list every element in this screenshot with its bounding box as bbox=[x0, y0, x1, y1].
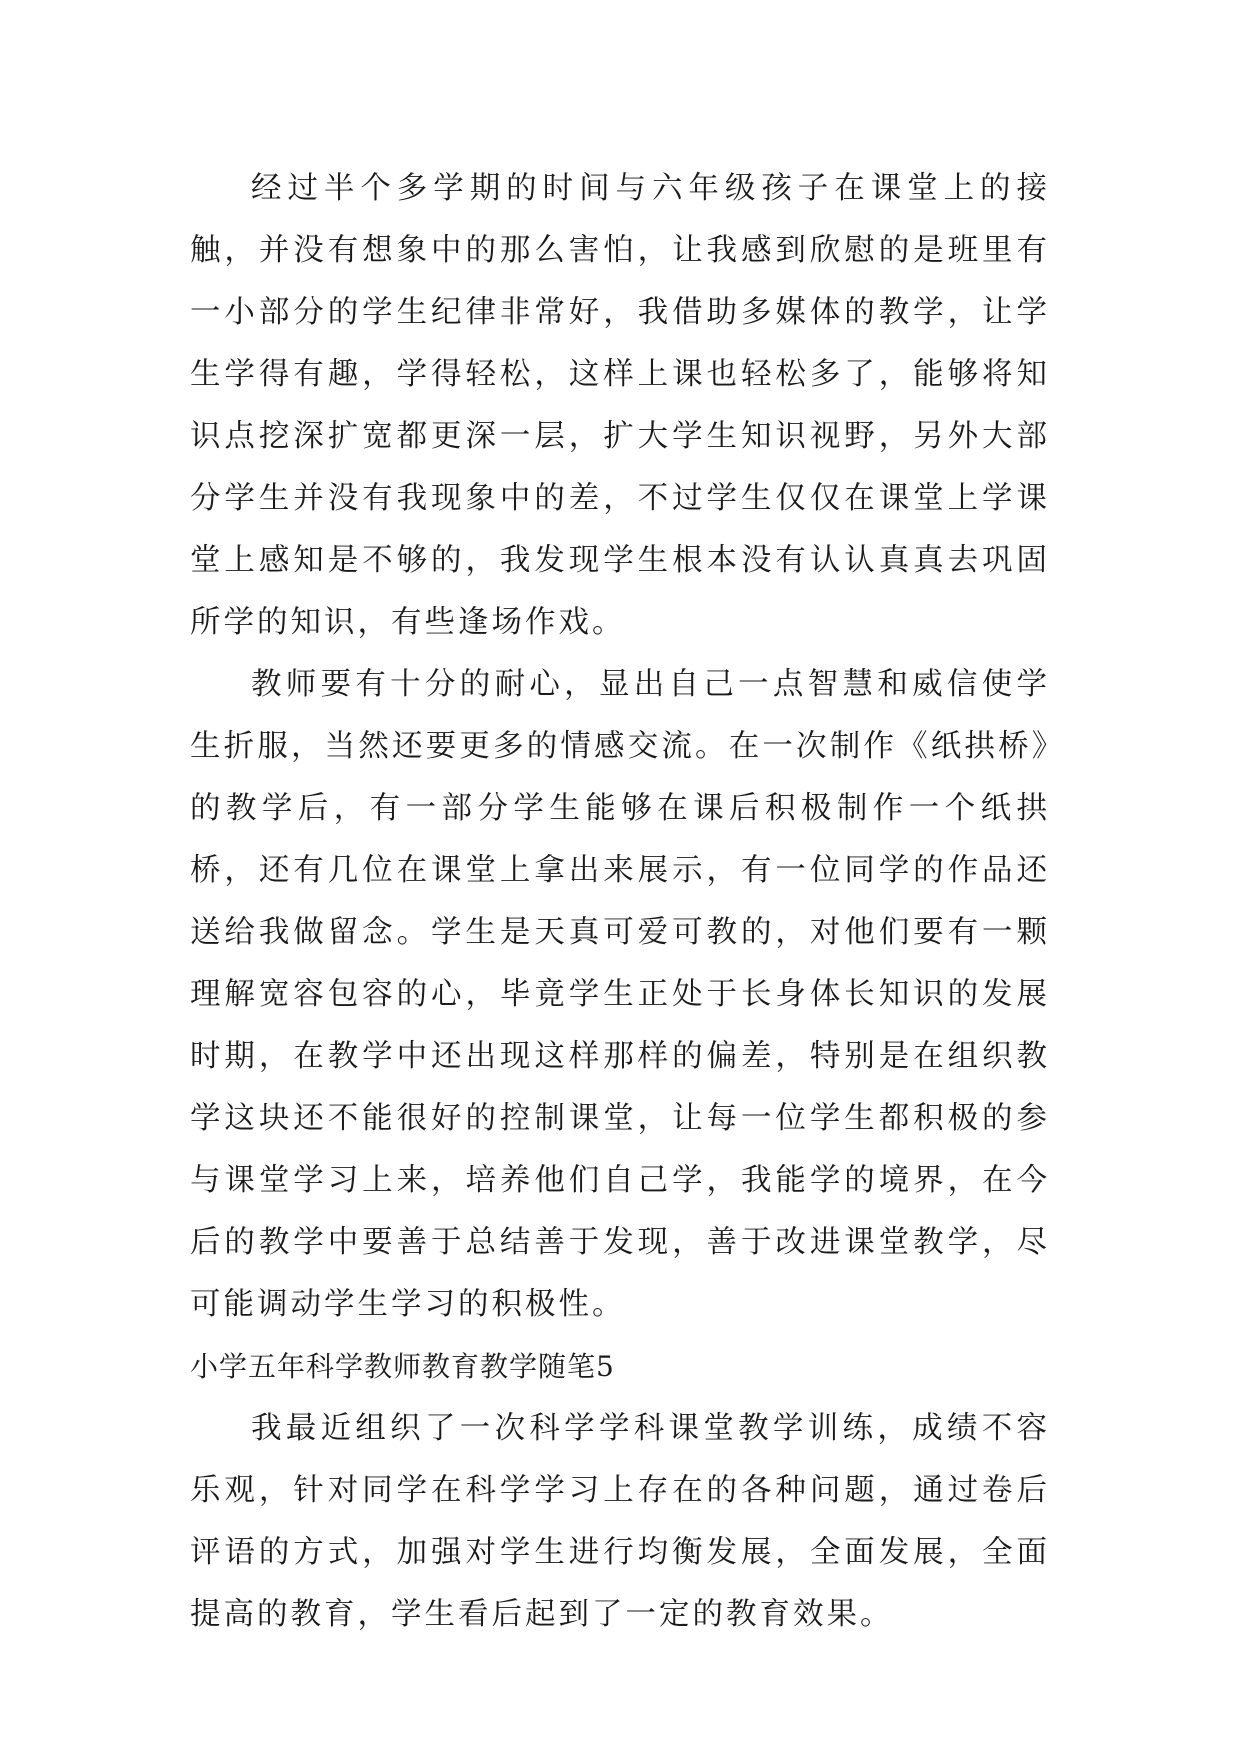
document-body bbox=[190, 158, 1050, 1646]
paragraph: 教师要有十分的耐心，显出自己一点智慧和威信使学生折服，当然还要更多的情感交流。在一次制作《纸拱桥》的教学后，有一部分学生能够在课后积极制作一个纸拱桥，还有几位在课堂上拿出来展示，有一位同学的作品还送给我做留念。学生是天真可爱可教的，对他们要有一颗理解宽容包容的心，毕竟学生正处于长身体长知识的发展时期，在教学中还出现这样那样的偏差，特别是在组织教学这块还不能很好的控制课堂，让每一位学生都积极的参与课堂学习上来，培养他们自己学，我能学的境界，在今后的教学中要善于总结善于发现，善于改进课堂教学，尽可能调动学生学习的积极性。 bbox=[190, 667, 1050, 1322]
paragraph: 经过半个多学期的时间与六年级孩子在课堂上的接触，并没有想象中的那么害怕，让我感到欣慰的是班里有一小部分的学生纪律非常好，我借助多媒体的教学，让学生学得有趣，学得轻松，这样上课也轻松多了，能够将知识点挖深扩宽都更深一层，扩大学生知识视野，另外大部分学生并没有我现象中的差，不过学生仅仅在课堂上学课堂上感知是不够的，我发现学生根本没有认认真真去巩固所学的知识，有些逢场作戏。 bbox=[190, 171, 1050, 640]
section-title: 小学五年科学教师教育教学随笔5 bbox=[190, 1350, 615, 1383]
paragraph: 我最近组织了一次科学学科课堂教学训练，成绩不容乐观，针对同学在科学学习上存在的各种问题，通过卷后评语的方式，加强对学生进行均衡发展，全面发展，全面提高的教育，学生看后起到了一定的教育效果。 bbox=[190, 1411, 1050, 1632]
